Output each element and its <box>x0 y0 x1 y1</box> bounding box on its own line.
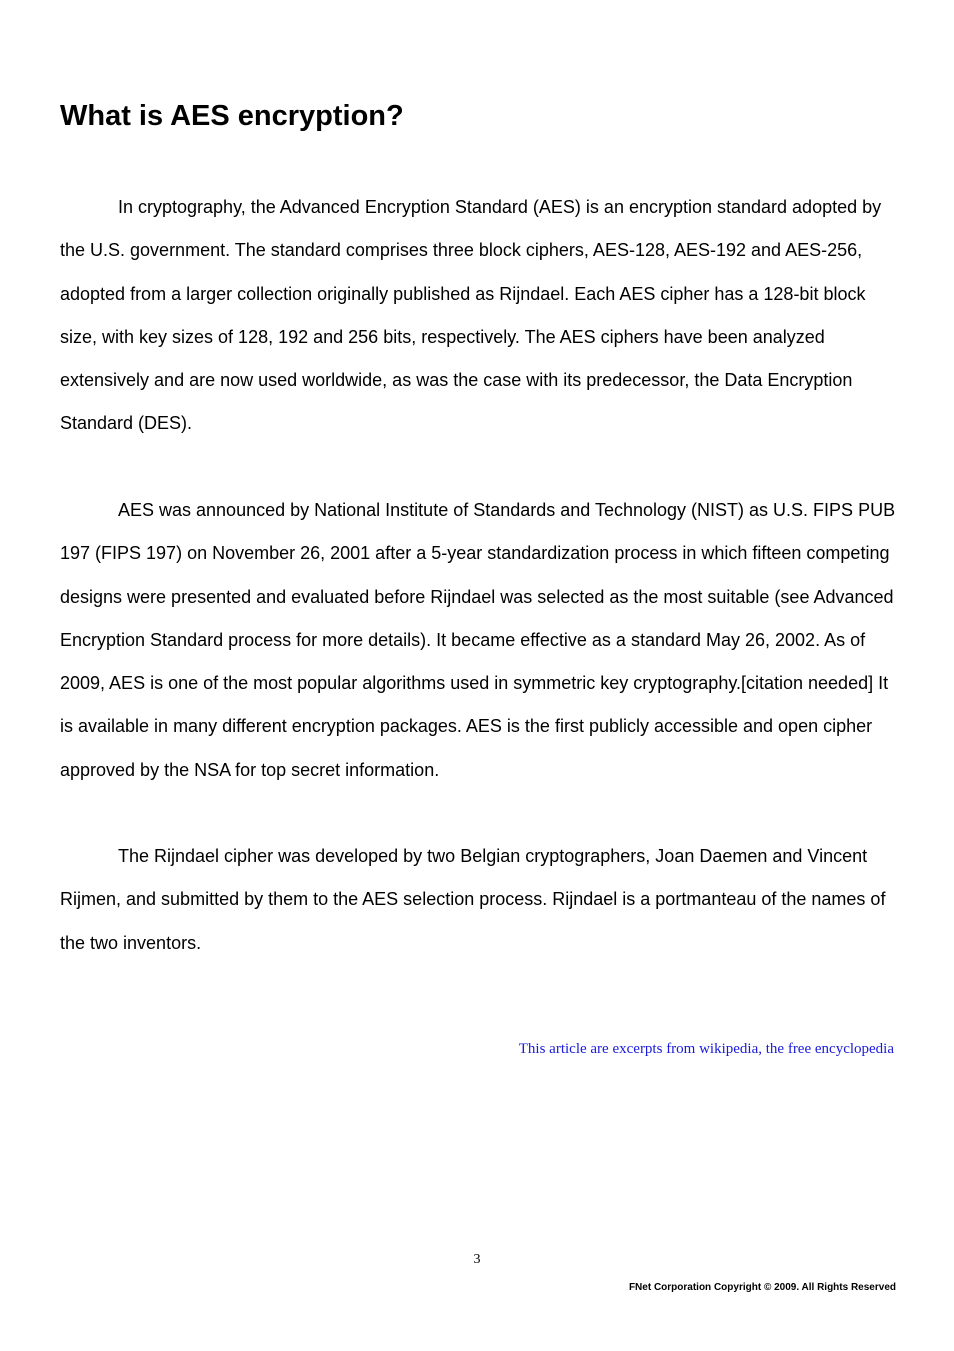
page-number: 3 <box>473 1252 481 1267</box>
body-paragraph-3: The Rijndael cipher was developed by two Belgian cryptographers, Joan Daemen and Vincent Rijmen, and submitted by them to the AES selection process. Rijndael is a portmanteau of the names of the two inventors. <box>60 846 886 953</box>
page-title: What is AES encryption? <box>60 100 404 132</box>
body-paragraph-2: AES was announced by National Institute of Standards and Technology (NIST) as U.S. FIPS PUB 197 (FIPS 197) on November 26, 2001 after a 5-year standardization process in which fifteen competing designs were presented and evaluated before Rijndael was selected as the most suitable (see Advanced Encryption Standard process for more details). It became effective as a standard May 26, 2002. As of 2009, AES is one of the most popular algorithms used in symmetric key cryptography.[citation needed] It is available in many different encryption packages. AES is the first publicly accessible and open cipher approved by the NSA for top secret information. <box>60 500 896 780</box>
copyright-footer: FNet Corporation Copyright © 2009. All Rights Reserved <box>628 1282 896 1293</box>
source-note: This article are excerpts from wikipedia, the free encyclopedia <box>518 1041 894 1057</box>
body-paragraph-1: In cryptography, the Advanced Encryption Standard (AES) is an encryption standard adopted by the U.S. government. The standard comprises three block ciphers, AES-128, AES-192 and AES-256, adopted from a larger collection originally published as Rijndael. Each AES cipher has a 128-bit block size, with key sizes of 128, 192 and 256 bits, respectively. The AES ciphers have been analyzed extensively and are now used worldwide, as was the case with its predecessor, the Data Encryption Standard (DES). <box>60 197 882 434</box>
